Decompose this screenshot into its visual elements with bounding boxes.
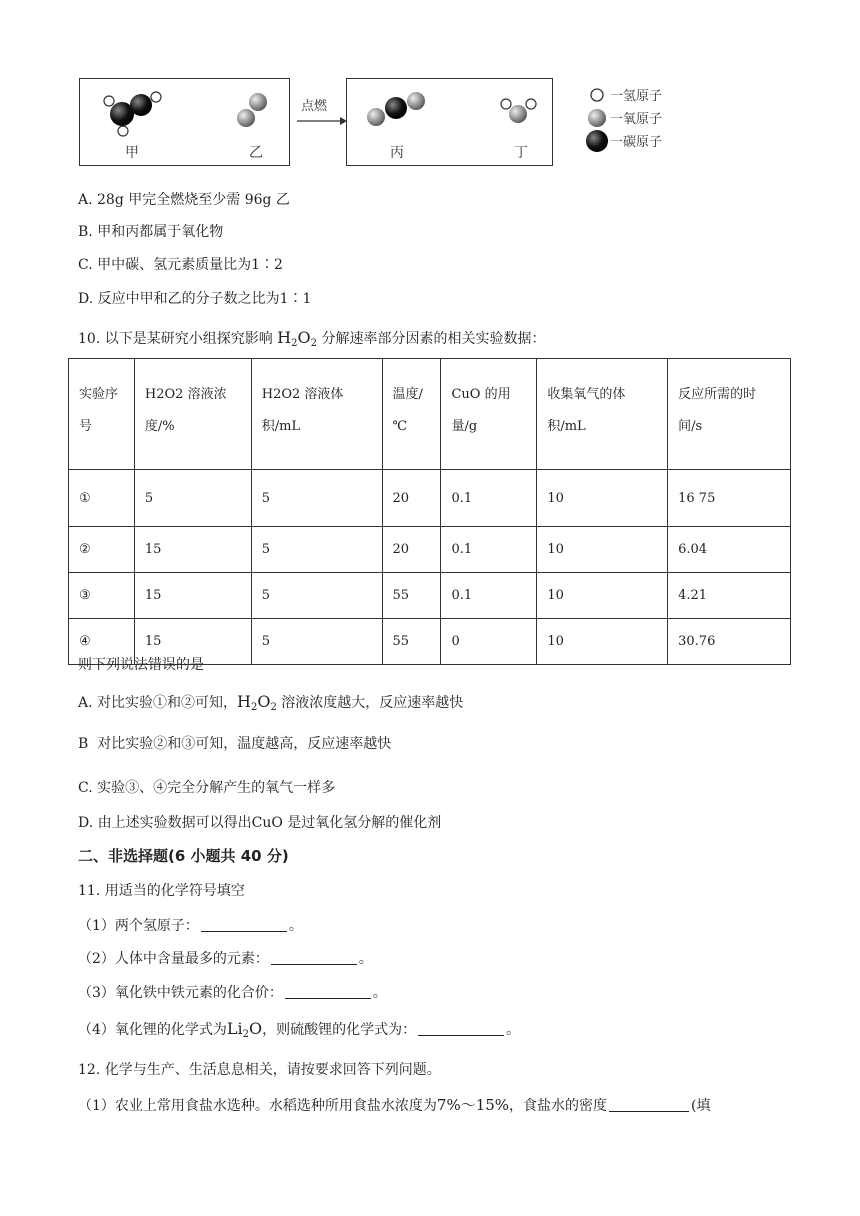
q10-option-c: C. 实验③、④完全分解产生的氧气一样多 — [78, 780, 336, 796]
label-jia: 甲 — [125, 145, 139, 161]
arrow-label: 点燃 — [301, 99, 328, 114]
answer-blank[interactable] — [201, 917, 287, 932]
section-heading: 二、非选择题(6 小题共 40 分) — [78, 847, 289, 865]
q11-stem: 11. 用适当的化学符号填空 — [78, 883, 245, 899]
label-yi: 乙 — [249, 145, 263, 161]
header-cell: H2O2 溶液体积/mL — [251, 359, 382, 470]
table-header-row — [69, 359, 791, 470]
carbon-atom-icon — [586, 130, 608, 152]
q12-item-1: （1）农业上常用食盐水选种。水稻选种所用食盐水浓度为7%～15%，食盐水的密度 (填 — [78, 1096, 711, 1114]
hydrogen-atom-icon — [591, 89, 603, 101]
answer-blank[interactable] — [285, 984, 371, 999]
label-ding: 丁 — [514, 145, 528, 161]
molecule-jia — [104, 92, 161, 136]
header-cell: CuO 的用量/g — [441, 359, 537, 470]
q11-item-3: （3）氧化铁中铁元素的化合价： 。 — [78, 985, 387, 1001]
header-cell: 温度/℃ — [382, 359, 441, 470]
table-row: ④ 15 5 55 0 10 30.76 — [69, 619, 791, 665]
molecule-ding — [501, 99, 536, 123]
q10-question: 则下列说法错误的是 — [78, 657, 204, 673]
q11-item-2: （2）人体中含量最多的元素： 。 — [78, 951, 373, 967]
header-cell: H2O2 溶液浓度/% — [134, 359, 251, 470]
experiment-table — [68, 358, 791, 665]
q10-stem: 10. 以下是某研究小组探究影响 $H_2O_2$ 分解速率部分因素的相关实验数据： — [78, 328, 546, 349]
legend-carbon: 一碳原子 — [610, 135, 663, 150]
q9-option-d: D. 反应中甲和乙的分子数之比为1∶1 — [78, 291, 312, 307]
table-row: ① 5 5 20 0.1 10 16 75 — [69, 470, 791, 527]
oxygen-atom-icon — [588, 109, 606, 127]
legend-hydrogen: 一氢原子 — [610, 89, 663, 104]
molecule-yi — [237, 93, 267, 127]
header-cell: 实验序号 — [69, 359, 135, 470]
q9-option-a: A. 28g 甲完全燃烧至少需 96g 乙 — [78, 192, 290, 208]
header-cell: 反应所需的时间/s — [668, 359, 791, 470]
q9-option-b: B. 甲和丙都属于氧化物 — [78, 224, 224, 240]
q10-option-a: A. 对比实验①和②可知，$H_2O_2$ 溶液浓度越大，反应速率越快 — [78, 692, 464, 713]
legend-oxygen: 一氧原子 — [610, 112, 663, 127]
label-bing: 丙 — [390, 145, 404, 161]
molecule-bing — [367, 92, 425, 126]
answer-blank[interactable] — [609, 1097, 689, 1112]
answer-blank[interactable] — [418, 1021, 504, 1036]
q11-item-4: （4）氧化锂的化学式为$Li_2O$，则硫酸锂的化学式为： 。 — [78, 1019, 521, 1040]
q10-option-d: D. 由上述实验数据可以得出CuO 是过氧化氢分解的催化剂 — [78, 815, 442, 831]
header-cell: 收集氧气的体积/mL — [537, 359, 668, 470]
q12-stem: 12. 化学与生产、生活息息相关，请按要求回答下列问题。 — [78, 1062, 441, 1078]
table-row: ② 15 5 20 0.1 10 6.04 — [69, 527, 791, 573]
q11-item-1: （1）两个氢原子： 。 — [78, 918, 303, 934]
answer-blank[interactable] — [271, 950, 357, 965]
q10-option-b: B 对比实验②和③可知，温度越高，反应速率越快 — [78, 736, 392, 752]
table-row: ③ 15 5 55 0.1 10 4.21 — [69, 573, 791, 619]
q9-option-c: C. 甲中碳、氢元素质量比为1∶2 — [78, 257, 283, 273]
